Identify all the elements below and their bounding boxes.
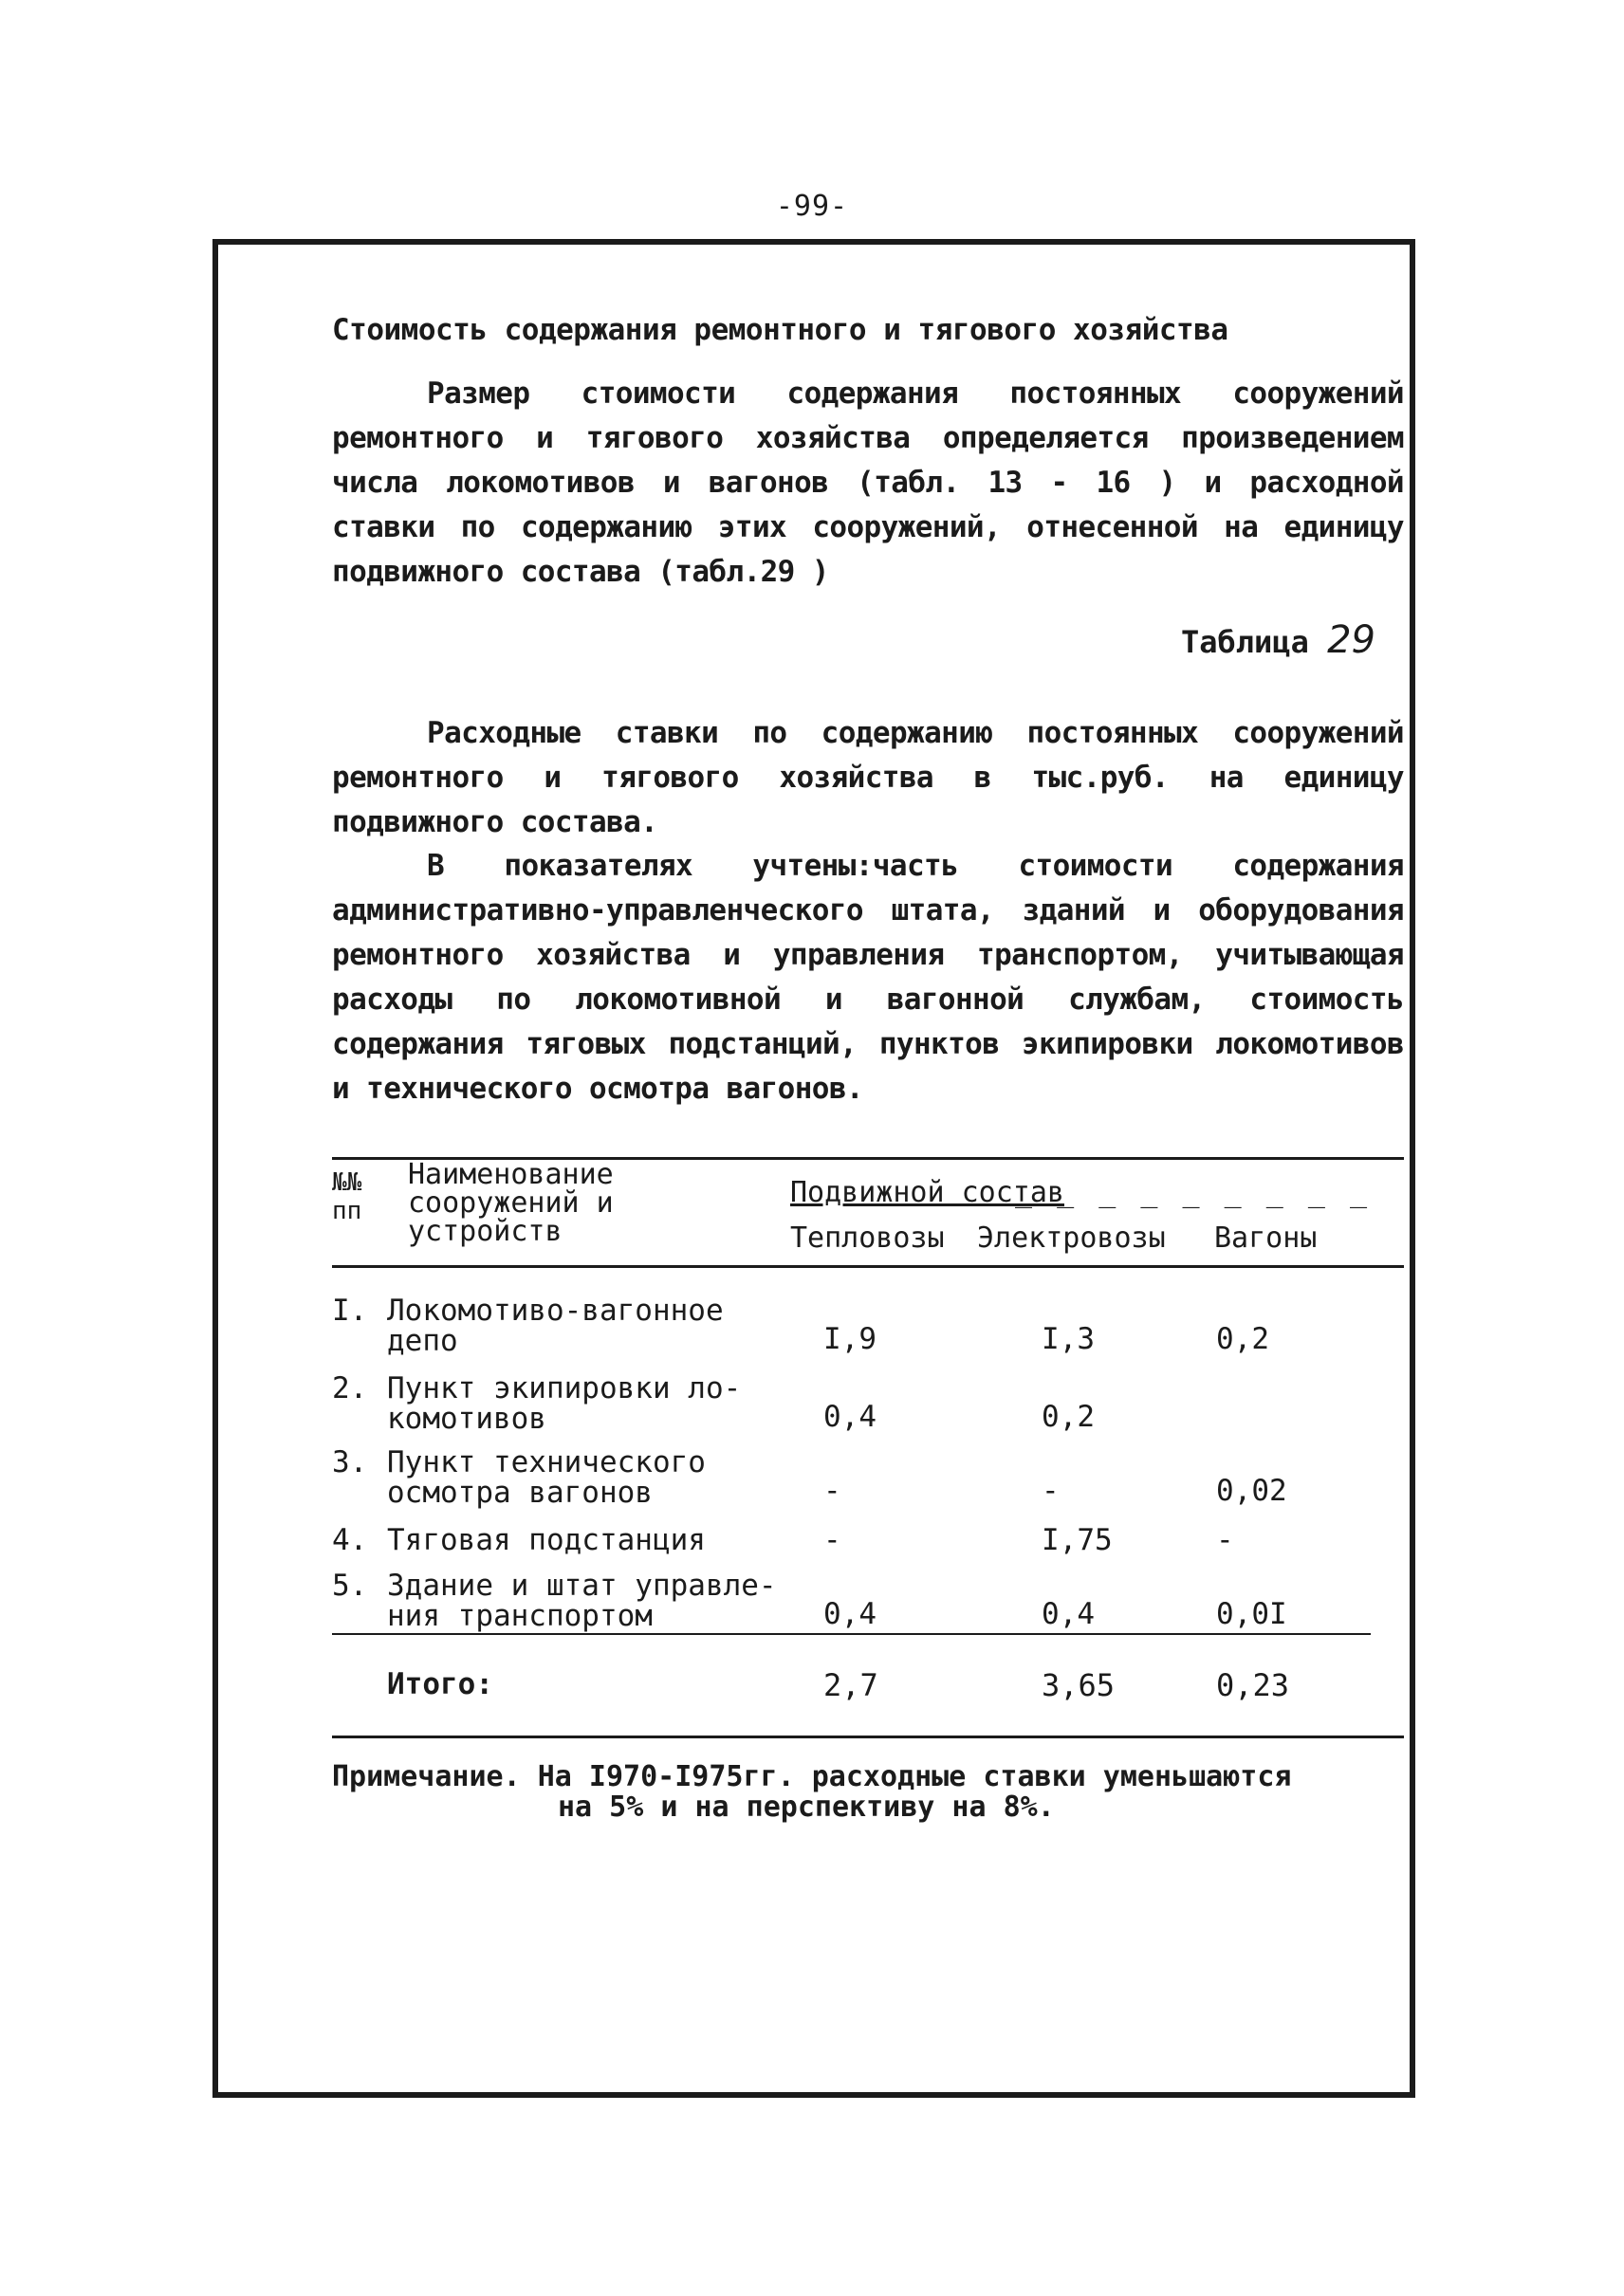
- total-label: Итого:: [387, 1667, 493, 1701]
- cell-diesel: -: [823, 1474, 841, 1508]
- header-wagons: Вагоны: [1214, 1221, 1318, 1255]
- cell-wagons: 0,0I: [1216, 1597, 1287, 1631]
- header-rolling-stock: Подвижной состав: [790, 1176, 1064, 1209]
- cell-electric: I,3: [1042, 1322, 1095, 1356]
- table-row: [332, 1447, 1404, 1508]
- note: [332, 1762, 1404, 1823]
- paragraph-indicators: В показателях учтены:часть стоимости содержания административно-управленческого штата, зданий и оборудования ремонтного хозяйства и управления транспортом, учитывающая расходы по локомотивной и вагонной службам, стоимость содержания тяговых подстанций, пунктов экипировки локомотивов и технического осмотра вагонов.: [332, 849, 1404, 1106]
- row-name: [332, 1295, 787, 1356]
- cell-diesel: 0,4: [823, 1400, 877, 1434]
- header-number-line2: пп: [332, 1197, 362, 1225]
- row-name: [332, 1447, 787, 1508]
- cell-wagons: -: [1216, 1523, 1234, 1557]
- row-number: 5.: [332, 1569, 368, 1603]
- row-name-line2: комотивов: [387, 1402, 546, 1436]
- total-electric: 3,65: [1042, 1667, 1116, 1703]
- row-name: [332, 1570, 787, 1631]
- cell-wagons: 0,02: [1216, 1474, 1287, 1508]
- header-number-line1: №№: [332, 1168, 362, 1197]
- row-number: 2.: [332, 1371, 368, 1405]
- cell-electric: 0,2: [1042, 1400, 1095, 1434]
- header-dashes: _ _ _ _ _ _ _ _ _: [1015, 1176, 1372, 1209]
- table-label-text: Таблица: [1180, 624, 1309, 660]
- header-name-line2: сооружений и: [408, 1186, 614, 1220]
- row-name-line2: осмотра вагонов: [387, 1476, 653, 1510]
- row-name-line1: Пункт экипировки ло-: [387, 1371, 742, 1405]
- cell-wagons: 0,2: [1216, 1322, 1269, 1356]
- table-row: [332, 1295, 1404, 1356]
- note-line1: Примечание. На I970-I975гг. расходные ставки уменьшаются: [332, 1760, 1292, 1793]
- section-title: Стоимость содержания ремонтного и тягового хозяйства: [332, 313, 1228, 347]
- header-diesel: Тепловозы: [790, 1221, 945, 1255]
- table-header-rule: [332, 1265, 1404, 1268]
- row-name-line1: Пункт технического: [387, 1445, 706, 1479]
- row-number: 3.: [332, 1445, 368, 1479]
- row-name: [332, 1525, 787, 1555]
- table-subtotal-rule: [332, 1633, 1371, 1635]
- row-name-line1: Здание и штат управле-: [387, 1569, 777, 1603]
- header-number: [332, 1168, 361, 1225]
- total-diesel: 2,7: [823, 1667, 878, 1703]
- row-name: [332, 1373, 787, 1434]
- header-electric: Электровозы: [977, 1221, 1166, 1255]
- cell-diesel: -: [823, 1523, 841, 1557]
- row-name-line2: депо: [387, 1324, 458, 1358]
- page-frame: [212, 239, 1415, 2098]
- header-name-line1: Наименование: [408, 1158, 614, 1191]
- cell-electric: 0,4: [1042, 1597, 1095, 1631]
- header-name: [408, 1158, 614, 1248]
- page-number: -99-: [775, 190, 849, 223]
- table-label-number: 29: [1327, 618, 1375, 662]
- table-row: [332, 1373, 1404, 1434]
- row-name-line2: ния транспортом: [387, 1599, 653, 1633]
- table-label: [1181, 618, 1375, 662]
- cell-diesel: I,9: [823, 1322, 877, 1356]
- row-number: 4.: [332, 1523, 368, 1557]
- row-name-line1: Тяговая подстанция: [387, 1523, 706, 1557]
- paragraph-table-caption: Расходные ставки по содержанию постоянных сооружений ремонтного и тягового хозяйства в тыс.руб. на единицу подвижного состава.: [332, 716, 1404, 839]
- header-name-line3: устройств: [408, 1215, 563, 1248]
- total-wagons: 0,23: [1216, 1667, 1290, 1703]
- cell-electric: I,75: [1042, 1523, 1113, 1557]
- cell-electric: -: [1042, 1474, 1060, 1508]
- table-row: [332, 1570, 1404, 1631]
- table-row: [332, 1525, 1404, 1557]
- row-name-line1: Локомотиво-вагонное: [387, 1294, 724, 1328]
- cell-diesel: 0,4: [823, 1597, 877, 1631]
- note-line2: на 5% и на перспективу на 8%.: [558, 1791, 1055, 1824]
- row-number: I.: [332, 1294, 368, 1328]
- table-bottom-rule: [332, 1736, 1404, 1738]
- paragraph-cost-size: Размер стоимости содержания постоянных сооружений ремонтного и тягового хозяйства определяется произведением числа локомотивов и вагонов (табл. 13 - 16 ) и расходной ставки по содержанию этих сооружений, отнесенной на единицу подвижного состава (табл.29 ): [332, 377, 1404, 589]
